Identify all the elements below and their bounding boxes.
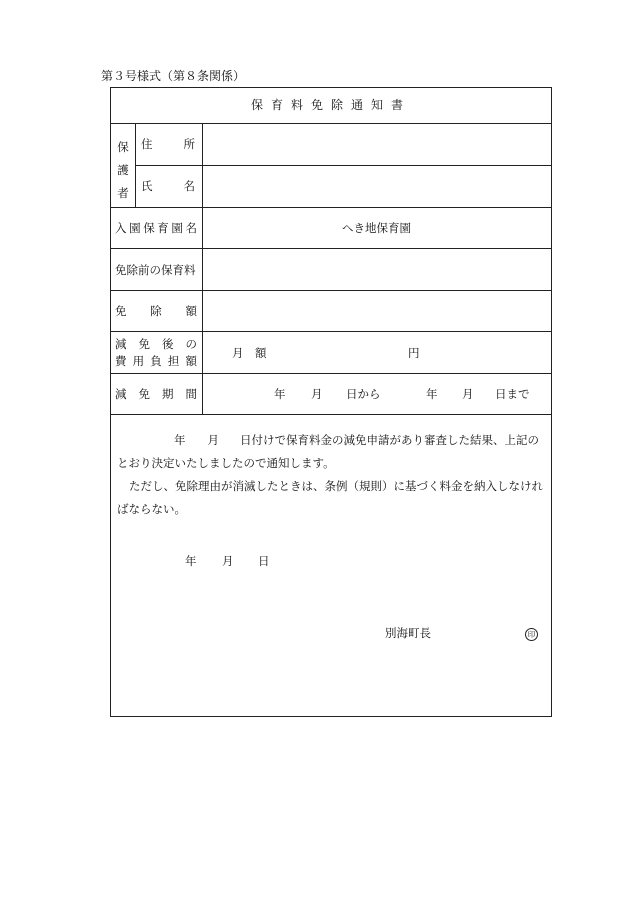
post-burden-label-line2: 費 用 負 担 額 xyxy=(115,354,197,368)
exemption-amount-label: 免 除 額 xyxy=(115,304,197,318)
nursery-value: へき地保育園 xyxy=(342,221,411,235)
rule-burden xyxy=(111,373,551,374)
notice-form xyxy=(110,87,552,717)
date-year: 年 xyxy=(185,554,197,568)
seal-mark: 印 xyxy=(525,628,538,641)
nursery-label: 入 園 保 育 園 名 xyxy=(115,221,197,235)
rule-address xyxy=(135,165,551,166)
notice-paragraph-1: 年 月 日付けで保育料金の減免申請があり審査した結果、上記のとおり決定いたしましたので通知します。 xyxy=(117,433,539,470)
rule-nursery xyxy=(111,248,551,249)
fee-before-label: 免除前の保育料 xyxy=(115,263,196,277)
rule-title xyxy=(111,123,551,124)
guardian-label: 保 護 者 xyxy=(117,140,129,200)
address-label: 住 所 xyxy=(141,137,195,151)
period-label: 減 免 期 間 xyxy=(115,387,197,401)
rule-guardian xyxy=(111,207,551,208)
monthly-amount-label: 月 額 xyxy=(232,346,267,360)
yen-unit: 円 xyxy=(408,346,420,360)
issuer-title: 別海町長 xyxy=(385,626,431,640)
form-number: 第３号様式（第８条関係） xyxy=(101,69,246,83)
rule-exemption xyxy=(111,331,551,332)
notice-paragraph-2: ただし、免除理由が消滅したときは、条例（規則）に基づく料金を納入しなければならない。 xyxy=(117,479,543,516)
date-day: 日 xyxy=(258,554,270,568)
form-title: 保育料免除通知書 xyxy=(250,98,411,112)
name-label: 氏 名 xyxy=(141,179,195,193)
period-from-year: 年 xyxy=(274,387,286,401)
period-to-year: 年 xyxy=(426,387,438,401)
notice-text xyxy=(117,429,545,521)
date-month: 月 xyxy=(222,554,234,568)
period-to-month: 月 xyxy=(462,387,474,401)
rule-guardian-vertical xyxy=(135,123,136,207)
post-burden-label-line1: 減 免 後 の xyxy=(115,337,197,351)
rule-label-column xyxy=(202,123,203,414)
rule-fee-before xyxy=(111,290,551,291)
period-from-month: 月 xyxy=(311,387,323,401)
period-to-day: 日まで xyxy=(495,387,530,401)
period-from-day: 日から xyxy=(346,387,381,401)
rule-period xyxy=(111,414,551,415)
